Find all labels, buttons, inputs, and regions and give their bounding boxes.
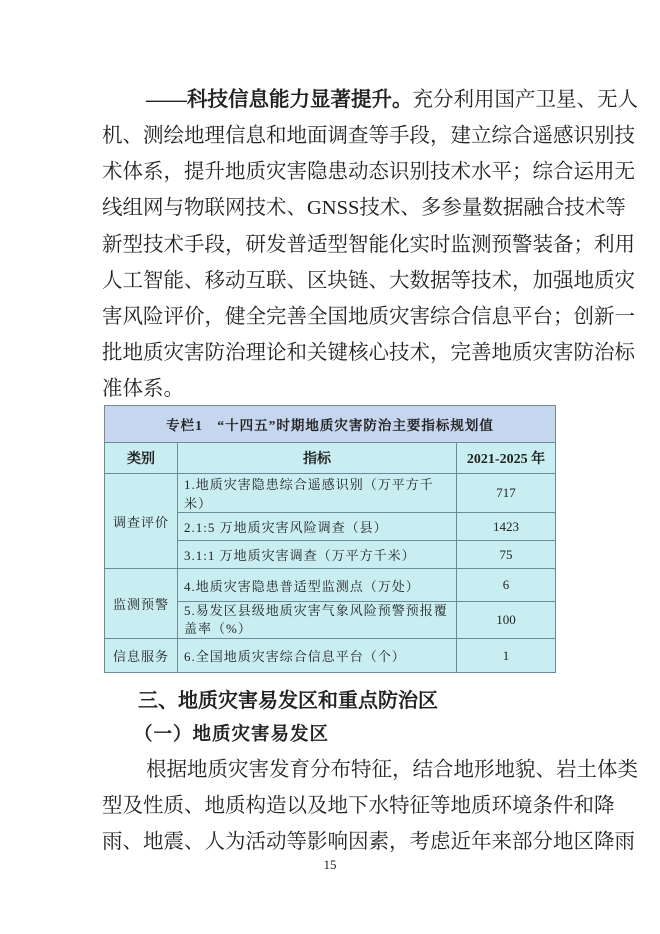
table-row bbox=[105, 569, 556, 602]
paragraph-line: 害风险评价，健全完善全国地质灾害综合信息平台；创新一 bbox=[102, 306, 635, 328]
value-cell: 6 bbox=[457, 569, 556, 602]
indicator-cell: 2.1:5 万地质灾害风险调查（县） bbox=[178, 513, 457, 541]
indicator-cell: 4.地质灾害隐患普适型监测点（万处） bbox=[178, 569, 457, 602]
paragraph-line: 新型技术手段，研发普适型智能化实时监测预警装备；利用 bbox=[102, 234, 635, 256]
value-cell: 1 bbox=[457, 639, 556, 673]
category-cell: 监测预警 bbox=[105, 569, 178, 639]
indicator-cell: 3.1:1 万地质灾害调查（万平方千米） bbox=[178, 541, 457, 569]
paragraph-line: 雨、地震、人为活动等影响因素，考虑近年来部分地区降雨 bbox=[102, 831, 635, 853]
paragraph-line: 人工智能、移动互联、区块链、大数据等技术，加强地质灾 bbox=[102, 270, 635, 292]
value-cell: 75 bbox=[457, 541, 556, 569]
indicator-cell: 5.易发区县级地质灾害气象风险预警预报覆盖率（%） bbox=[178, 602, 457, 639]
section-heading: 三、地质灾害易发区和重点防治区 bbox=[138, 690, 438, 712]
paragraph-line: 机、测绘地理信息和地面调查等手段，建立综合遥感识别技 bbox=[102, 125, 635, 147]
paragraph-line: 根据地质灾害发育分布特征，结合地形地貌、岩土体类 bbox=[146, 759, 638, 781]
subsection-heading: （一）地质灾害易发区 bbox=[134, 725, 330, 745]
paragraph-line: ——科技信息能力显著提升。充分利用国产卫星、无人 bbox=[146, 89, 638, 111]
indicator-cell: 6.全国地质灾害综合信息平台（个） bbox=[178, 639, 457, 673]
category-cell: 信息服务 bbox=[105, 639, 178, 673]
value-cell: 717 bbox=[457, 474, 556, 513]
value-cell: 1423 bbox=[457, 513, 556, 541]
paragraph-line: 术体系，提升地质灾害隐患动态识别技术水平；综合运用无 bbox=[102, 161, 635, 183]
value-cell: 100 bbox=[457, 602, 556, 639]
indicator-cell: 1.地质灾害隐患综合遥感识别（万平方千米） bbox=[178, 474, 457, 513]
header-indicator: 指标 bbox=[178, 443, 457, 474]
table-row bbox=[105, 474, 556, 513]
table-row bbox=[105, 639, 556, 673]
category-cell: 调查评价 bbox=[105, 474, 178, 569]
page-number: 15 bbox=[323, 857, 337, 872]
header-target: 2021-2025 年 bbox=[457, 443, 556, 474]
paragraph-line: 批地质灾害防治理论和关键核心技术，完善地质灾害防治标 bbox=[102, 342, 635, 364]
paragraph-line: 准体系。 bbox=[102, 378, 184, 400]
indicator-table bbox=[104, 405, 556, 673]
table-caption: 专栏1 “十四五”时期地质灾害防治主要指标规划值 bbox=[105, 406, 556, 443]
paragraph-line: 型及性质、地质构造以及地下水特征等地质环境条件和降 bbox=[102, 795, 615, 817]
paragraph-line: 线组网与物联网技术、GNSS技术、多参量数据融合技术等 bbox=[102, 197, 626, 219]
lead-phrase: ——科技信息能力显著提升。 bbox=[146, 89, 413, 111]
header-category: 类别 bbox=[105, 443, 178, 474]
